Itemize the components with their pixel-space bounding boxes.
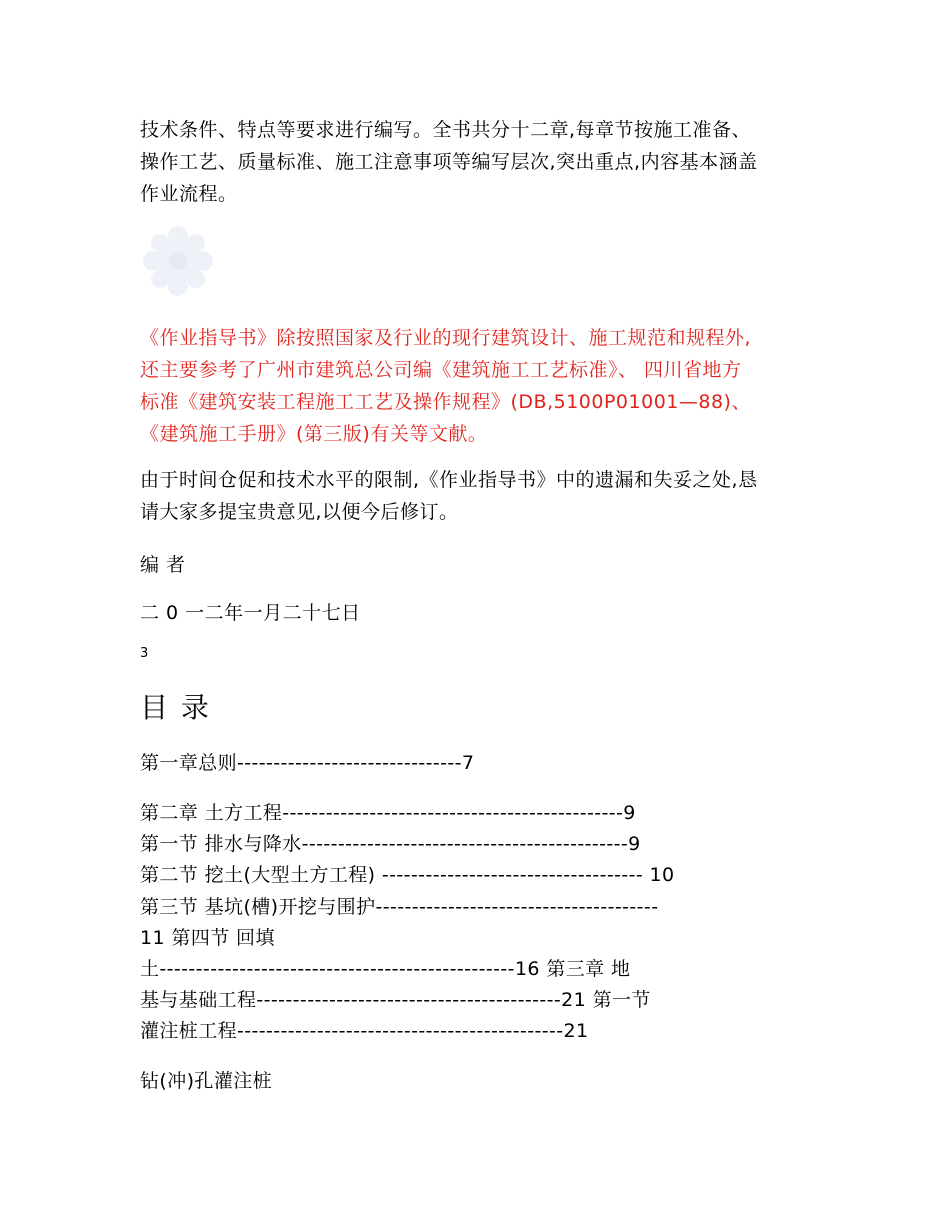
date-line: 二 0 一二年一月二十七日	[140, 602, 361, 624]
references-paragraph	[140, 322, 820, 450]
references-line-1: 《作业指导书》除按照国家及行业的现行建筑设计、施工规范和规程外,	[140, 327, 752, 349]
toc-trailing-entry: 钻(冲)孔灌注桩	[140, 1070, 273, 1092]
intro-line-2: 操作工艺、质量标准、施工注意事项等编写层次,突出重点,内容基本涵盖	[140, 151, 758, 173]
intro-line-3: 作业流程。	[140, 183, 238, 205]
apology-paragraph	[140, 464, 820, 528]
toc-entry[interactable]: 第一章总则-------------------------------7	[140, 752, 475, 774]
intro-paragraph	[140, 114, 820, 210]
apology-line-2: 请大家多提宝贵意见,以便今后修订。	[140, 501, 459, 523]
toc-entry[interactable]: 灌注桩工程---------------------------------------------21	[140, 1020, 589, 1042]
toc-entry[interactable]: 11 第四节 回填	[140, 927, 275, 949]
toc-entry[interactable]: 第二节 挖土(大型土方工程) ------------------------------------ 10	[140, 864, 675, 886]
toc-entry[interactable]: 第二章 土方工程-----------------------------------------------9	[140, 802, 636, 824]
references-line-3: 标准《建筑安装工程施工工艺及操作规程》(DB,5100P01001—88)、	[140, 391, 751, 413]
page-number: 3	[140, 646, 149, 661]
author-signature: 编 者	[140, 554, 186, 576]
toc-title: 目 录	[140, 691, 211, 724]
intro-line-1: 技术条件、特点等要求进行编写。全书共分十二章,每章节按施工准备、	[140, 119, 752, 141]
toc-entry[interactable]: 基与基础工程------------------------------------------21 第一节	[140, 989, 651, 1011]
toc-entry[interactable]: 第三节 基坑(槽)开挖与围护---------------------------------------	[140, 896, 659, 918]
toc-entry[interactable]: 第一节 排水与降水---------------------------------------------9	[140, 833, 641, 855]
references-line-2: 还主要参考了广州市建筑总公司编《建筑施工工艺标准》、 四川省地方	[140, 359, 742, 381]
seal-watermark-icon	[138, 222, 218, 300]
apology-line-1: 由于时间仓促和技术水平的限制,《作业指导书》中的遗漏和失妥之处,恳	[140, 469, 758, 491]
references-line-4: 《建筑施工手册》(第三版)有关等文献。	[140, 423, 488, 445]
toc-entry[interactable]: 土-------------------------------------------------16 第三章 地	[140, 958, 631, 980]
